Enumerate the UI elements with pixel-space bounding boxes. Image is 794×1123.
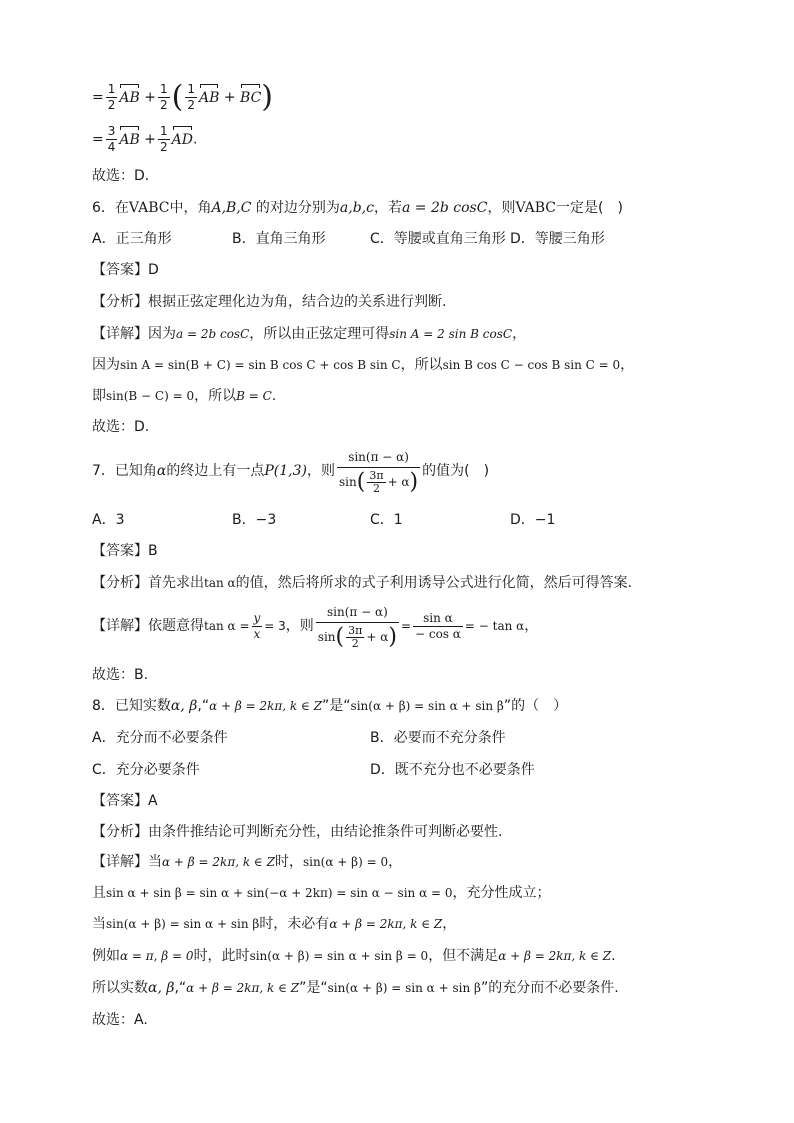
fraction: $\frac{3}{4}$ bbox=[107, 124, 116, 154]
q8-stem: 8．已知实数α, β,“α + β = 2kπ, k ∈ Z”是“sin(α + β) = sin α + sin β”的（ ） bbox=[92, 698, 568, 714]
q7-detail-fraction: sin(π − α) sin( $\frac{3\pi}{2}$ + α) bbox=[316, 602, 399, 651]
plus-sign: + bbox=[223, 89, 236, 106]
triangle-symbol: VABC bbox=[128, 200, 170, 216]
q7-detail: 【详解】依题意得tan α = $\frac{y}{x}$ = 3，则 sin(π − α) sin( $\frac{3\pi}{2}$ + α) = $\frac{\text{sin α}}{\text{− cos α}}$ = − tan α， bbox=[92, 600, 538, 652]
q6-detail-2: 因为sin A = sin(B + C) = sin B cos C + cos B sin C，所以sin B cos C − cos B sin C = 0， bbox=[92, 357, 635, 373]
q7-option-b: B．−3 bbox=[232, 512, 277, 528]
q8-analysis: 【分析】由条件推结论可判断充分性，由结论推条件可判断必要性. bbox=[92, 824, 503, 840]
q6-option-b: B．直角三角形 bbox=[232, 231, 326, 247]
q8-detail-2: 且sin α + sin β = sin α + sin(−α + 2kπ) = sin α − sin α = 0，充分性成立； bbox=[92, 885, 551, 901]
q8-answer: 【答案】A bbox=[92, 793, 158, 809]
vector-ab: AB bbox=[119, 131, 140, 148]
q5-conclusion: 故选：D． bbox=[92, 168, 159, 184]
q7-fraction: sin(π − α) sin( $\frac{3\pi}{2}$ + α) bbox=[337, 447, 420, 496]
q7-answer: 【答案】B bbox=[92, 543, 158, 559]
fraction: $\frac{1}{2}$ bbox=[107, 82, 116, 112]
q8-detail-4: 例如α = π, β = 0时，此时sin(α + β) = sin α + sin β = 0，但不满足α + β = 2kπ, k ∈ Z. bbox=[92, 948, 616, 964]
vector-bc: BC bbox=[240, 89, 262, 106]
q7-stem: 7．已知角α的终边上有一点P(1,3)，则 sin(π − α) sin( $\frac{3\pi}{2}$ + α) 的值为( ) bbox=[92, 446, 489, 496]
q8-detail-3: 当sin(α + β) = sin α + sin β时，未必有α + β = 2kπ, k ∈ Z， bbox=[92, 916, 457, 932]
fraction: $\frac{1}{2}$ bbox=[159, 82, 168, 112]
q8-option-c: C．充分必要条件 bbox=[92, 762, 200, 778]
q6-option-c: C．等腰或直角三角形 bbox=[370, 231, 506, 247]
q8-option-d: D．既不充分也不必要条件 bbox=[370, 762, 535, 778]
formula-line-1 bbox=[92, 79, 273, 115]
right-paren: ) bbox=[261, 79, 273, 115]
vector-ad: AD bbox=[171, 131, 193, 148]
q7-option-a: A．3 bbox=[92, 512, 125, 528]
left-paren: ( bbox=[171, 79, 184, 115]
q6-answer: 【答案】D bbox=[92, 262, 159, 278]
equals-sign: = bbox=[92, 131, 104, 148]
q8-conclusion: 故选：A. bbox=[92, 1012, 148, 1028]
q6-stem: 6．在VABC中，角A,B,C 的对边分别为a,b,c，若a = 2b cosC，则VABC一定是( ) bbox=[92, 200, 623, 216]
q8-detail-1: 【详解】当α + β = 2kπ, k ∈ Z时，sin(α + β) = 0， bbox=[92, 854, 403, 870]
q7-analysis: 【分析】首先求出tan α的值，然后将所求的式子利用诱导公式进行化简，然后可得答案. bbox=[92, 575, 633, 591]
plus-sign: + bbox=[144, 89, 156, 106]
formula-line-2: = $\frac{3}{4}$ AB + $\frac{1}{2}$ AD. bbox=[92, 124, 198, 154]
q7-option-c: C．1 bbox=[370, 512, 403, 528]
q8-option-a: A．充分而不必要条件 bbox=[92, 730, 228, 746]
q7-conclusion: 故选：B. bbox=[92, 667, 149, 683]
vector-ab: AB bbox=[119, 89, 140, 106]
q6-detail-1: 【详解】因为a = 2b cosC，所以由正弦定理可得sin A = 2 sin B cosC， bbox=[92, 326, 527, 342]
q7-option-d: D．−1 bbox=[510, 512, 556, 528]
plus-sign: + bbox=[144, 131, 156, 148]
vector-ab: AB bbox=[198, 89, 220, 106]
q6-analysis: 【分析】根据正弦定理化边为角，结合边的关系进行判断. bbox=[92, 294, 447, 310]
q6-option-d: D．等腰三角形 bbox=[510, 231, 605, 247]
q6-option-a: A．正三角形 bbox=[92, 231, 172, 247]
fraction: $\frac{1}{2}$ bbox=[187, 82, 195, 112]
q6-detail-3: 即sin(B − C) = 0，所以B = C. bbox=[92, 388, 277, 404]
equals-sign: = bbox=[92, 89, 104, 106]
q6-conclusion: 故选：D. bbox=[92, 419, 150, 435]
q8-option-b: B．必要而不充分条件 bbox=[370, 730, 506, 746]
fraction: $\frac{1}{2}$ bbox=[159, 124, 168, 154]
q8-detail-5: 所以实数α, β,“α + β = 2kπ, k ∈ Z”是“sin(α + β) = sin α + sin β”的充分而不必要条件. bbox=[92, 980, 619, 996]
